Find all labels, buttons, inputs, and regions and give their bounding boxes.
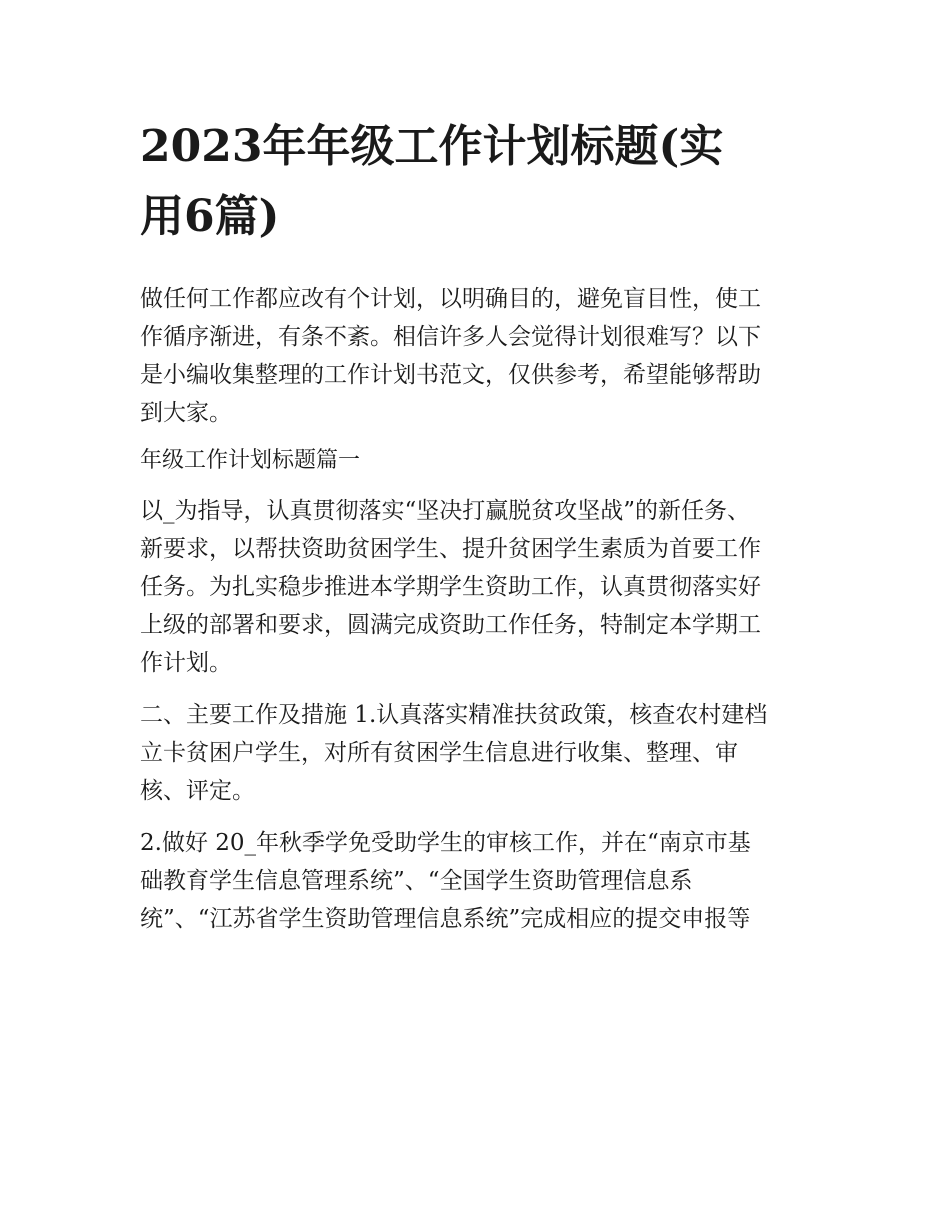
intro-line: 做任何工作都应改有个计划，以明确目的，避免盲目性，使工	[140, 286, 761, 312]
section-line: 上级的部署和要求，圆满完成资助工作任务，特制定本学期工	[140, 612, 761, 638]
item-1-line: 核、评定。	[140, 778, 255, 804]
section-line: 以_为指导，认真贯彻落实“坚决打赢脱贫攻坚战”的新任务、	[140, 498, 751, 524]
item-2-line: 础教育学生信息管理系统”、“全国学生资助管理信息系	[140, 868, 693, 894]
document-content	[140, 112, 812, 938]
document-title	[140, 112, 812, 252]
section-line: 新要求，以帮扶资助贫困学生、提升贫困学生素质为首要工作	[140, 536, 761, 562]
section-line: 作计划。	[140, 650, 232, 676]
item-2-line: 统”、“江苏省学生资助管理信息系统”完成相应的提交申报等	[140, 906, 751, 932]
intro-line: 作循序渐进，有条不紊。相信许多人会觉得计划很难写？以下	[140, 324, 761, 350]
section-heading: 年级工作计划标题篇一	[140, 448, 361, 473]
item-1-line: 立卡贫困户学生，对所有贫困学生信息进行收集、整理、审	[140, 740, 738, 766]
section-paragraph	[140, 492, 812, 682]
item-1-paragraph	[140, 696, 812, 810]
item-2-line: 2.做好 20_年秋季学免受助学生的审核工作，并在“南京市基	[140, 830, 751, 856]
item-1-line: 二、主要工作及措施 1.认真落实精准扶贫政策，核查农村建档	[140, 702, 768, 728]
intro-paragraph	[140, 280, 812, 432]
title-line-2: 用6篇)	[140, 191, 280, 242]
section-line: 任务。为扎实稳步推进本学期学生资助工作，认真贯彻落实好	[140, 574, 761, 600]
title-line-1: 2023年年级工作计划标题(实	[140, 121, 724, 172]
intro-line: 是小编收集整理的工作计划书范文，仅供参考，希望能够帮助	[140, 362, 761, 388]
intro-line: 到大家。	[140, 400, 232, 426]
item-2-paragraph	[140, 824, 812, 938]
